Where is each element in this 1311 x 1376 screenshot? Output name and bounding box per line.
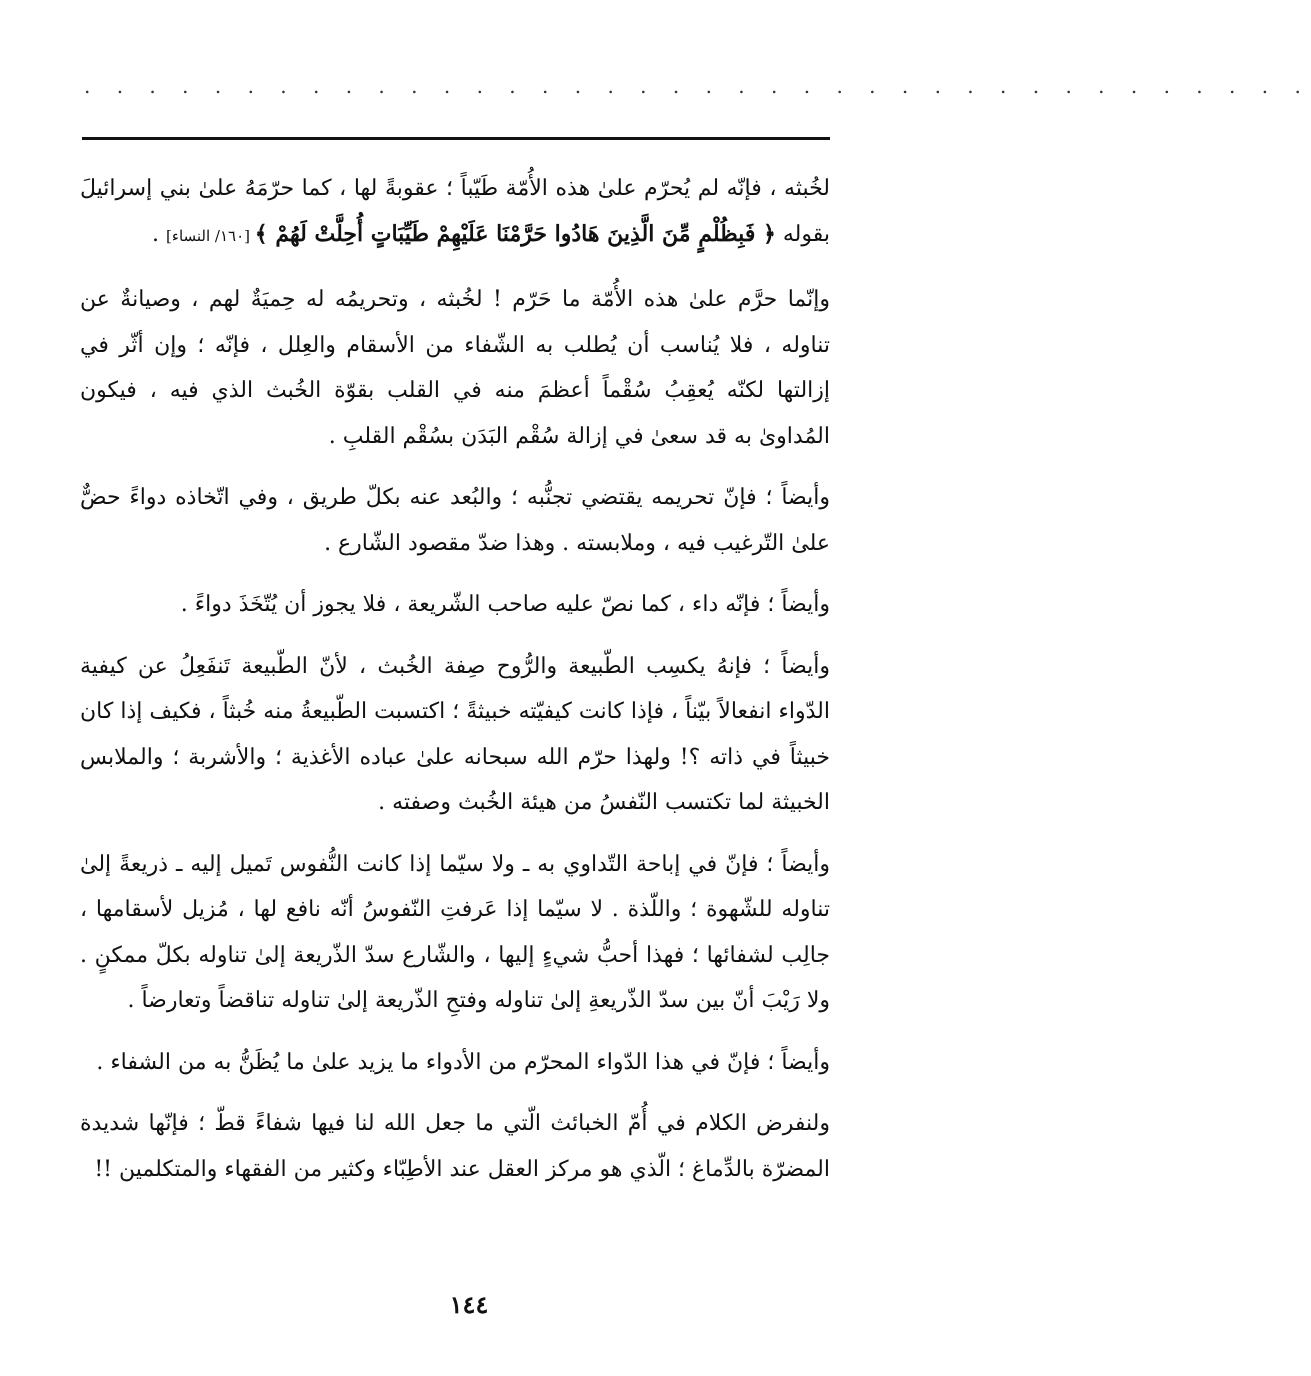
page-number: ١٤٤	[449, 1290, 489, 1319]
paragraph-2: وإنّما حرَّم علىٰ هذه الأُمّة ما حَرّم ! لخُبثه ، وتحريمُه له حِميَةٌ لهم ، وصيانةٌ عن تناوله ، فلا يُناسب أن يُطلب به الشّفاء من الأسقام والعِلل ، فإنّه ؛ وإن أثّر في إزالتها لكنّه يُعقِبُ سُقْماً أعظمَ منه في القلب بقوّة الخُبث الذي فيه ، فيكون المُداوىٰ به قد سعىٰ في إزالة سُقْم البَدَن بسُقْم القلبِ .	[80, 287, 830, 449]
paragraph-1-end: .	[152, 221, 167, 247]
paragraph-6: وأيضاً ؛ فإنّ في إباحة التّداوي به ـ ولا سيّما إذا كانت النُّفوس تَميل إليه ـ ذريعةً إلىٰ تناوله للشّهوة ؛ واللّذة . لا سيّما إذا عَرفتِ النّفوسُ أنّه نافع لها ، مُزيل لأسقامها ، جالِب لشفائها ؛ فهذا أحبُّ شيءٍ إليها ، والشّارع سدّ الذّريعة إلىٰ تناوله بكلّ ممكنٍ . ولا رَيْبَ أنّ بين سدّ الذّريعةِ إلىٰ تناوله وفتحِ الذّريعة إلىٰ تناوله تناقضاً وتعارضاً .	[80, 851, 830, 1013]
header-dotted-line: . . . . . . . . . . . . . . . . . . . . . . . . . . . . . . . . . . . . . .	[84, 74, 1311, 98]
paragraph-4: وأيضاً ؛ فإنّه داء ، كما نصّ عليه صاحب الشّريعة ، فلا يجوز أن يُتّخَذَ دواءً .	[180, 592, 830, 617]
paragraph-3: وأيضاً ؛ فإنّ تحريمه يقتضي تجنُّبه ؛ والبُعد عنه بكلّ طريق ، وفي اتّخاذه دواءً حضٌّ علىٰ التّرغيب فيه ، وملابسته . وهذا ضدّ مقصود الشّارع .	[80, 485, 830, 556]
paragraph-7: وأيضاً ؛ فإنّ في هذا الدّواء المحرّم من الأدواء ما يزيد علىٰ ما يُظَنُّ به من الشفاء .	[96, 1049, 830, 1075]
body-text	[80, 166, 830, 1208]
paragraph-1	[80, 166, 830, 259]
paragraph-1-text: لخُبثه ، فإنّه لم يُحرّم علىٰ هذه الأُمّة طَيّباً ؛ عقوبةً لها ، كما حرّمَهُ علىٰ بني إسرائيلَ بقوله	[80, 176, 830, 247]
quran-verse: ﴿ فَبِظُلْمٍ مِّنَ الَّذِينَ هَادُوا حَرَّمْنَا عَلَيْهِمْ طَيِّبَاتٍ أُحِلَّتْ لَهُمْ ﴾	[254, 220, 776, 247]
header-rule	[82, 137, 830, 140]
paragraph-5: وأيضاً ؛ فإنهُ يكسِب الطّبيعة والرُّوح صِفة الخُبث ، لأنّ الطّبيعة تَنفَعِلُ عن كيفية الدّواء انفعالاً بيّناً ، فإذا كانت كيفيّته خبيثةً ؛ اكتسبت الطّبيعةُ منه خُبثاً ، فكيف إذا كان خبيثاً في ذاته ؟! ولهذا حرّم الله سبحانه علىٰ عباده الأغذية ؛ والأشربة ؛ والملابس الخبيثة لما تكتسب النّفسُ من هيئة الخُبث وصفته .	[80, 653, 830, 815]
verse-reference: [١٦٠/ النساء]	[166, 226, 255, 245]
paragraph-8: ولنفرض الكلام في أُمّ الخبائث الّتي ما جعل الله لنا فيها شفاءً قطّ ؛ فإنّها شديدة المضرّة بالدِّماغ ؛ الّذي هو مركز العقل عند الأطِبّاء وكثير من الفقهاء والمتكلمين !!	[80, 1111, 830, 1182]
